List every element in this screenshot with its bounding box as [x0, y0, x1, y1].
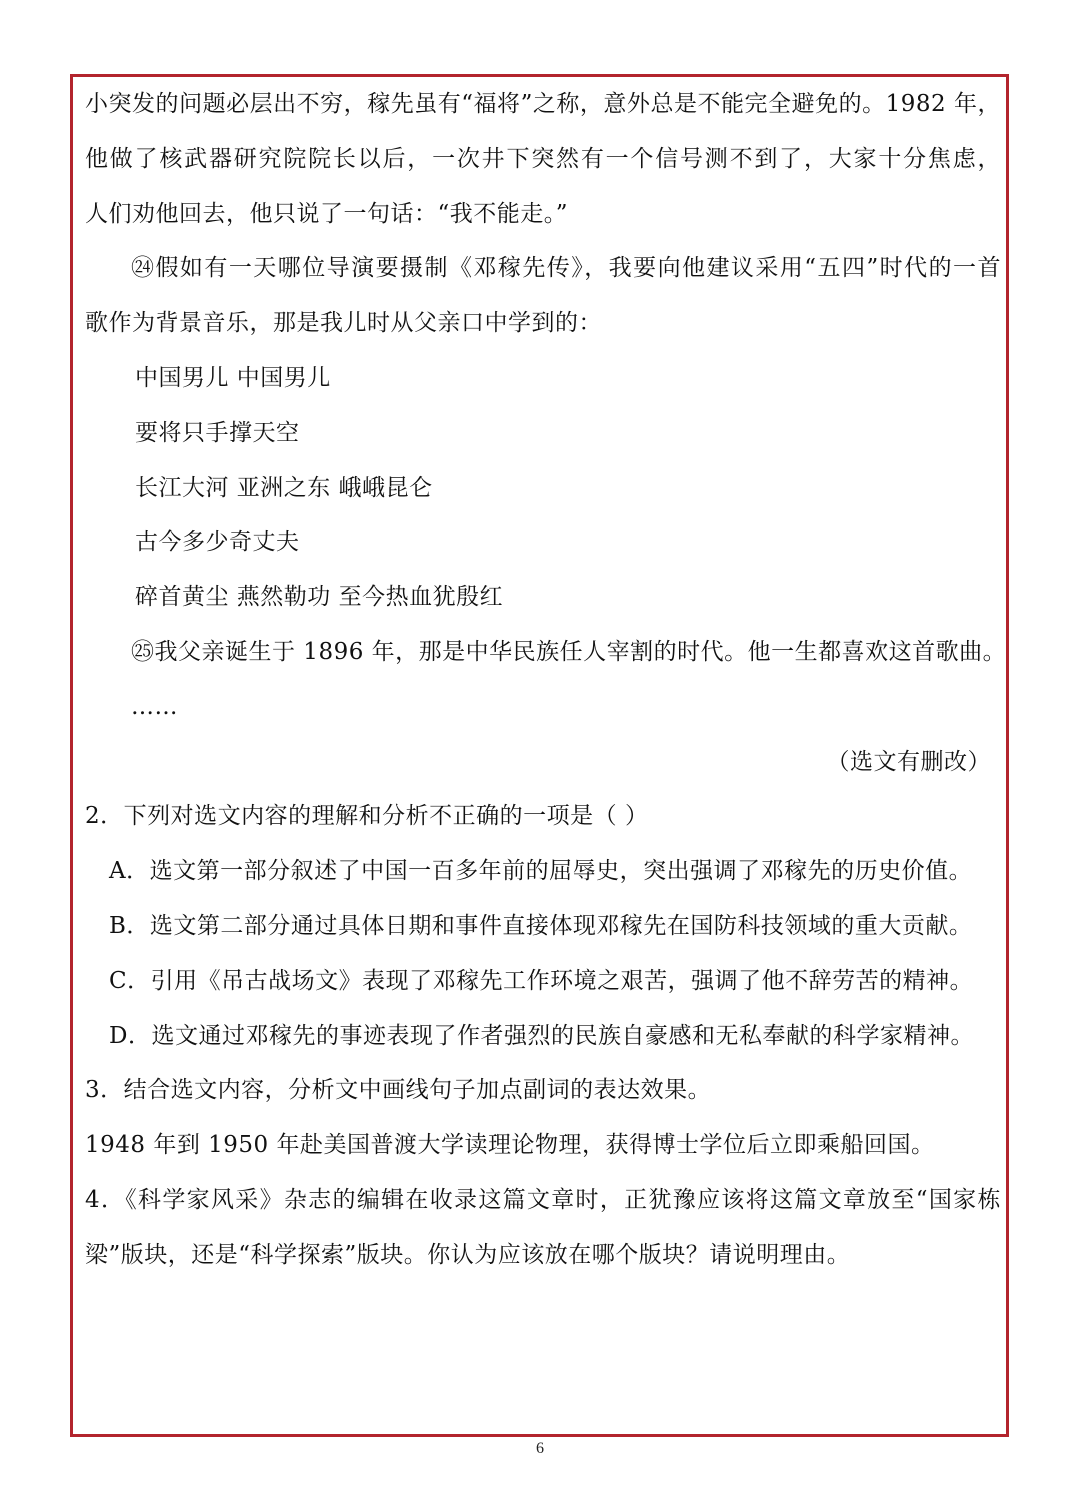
- page-content: [85, 77, 1007, 1283]
- page-number: 6: [536, 1440, 544, 1457]
- question-3-sentence: 1948 年到 1950 年赴美国普渡大学读理论物理，获得博士学位后立即乘船回国。: [85, 1132, 935, 1159]
- question-4-line: 梁”版块，还是“科学探索”版块。你认为应该放在哪个版块？请说明理由。: [85, 1241, 851, 1268]
- poem-line: 碎首黄尘 燕然勒功 至今热血犹殷红: [135, 584, 504, 611]
- poem-line: 古今多少奇丈夫: [135, 529, 300, 556]
- question-2-option-c: C．引用《吊古战场文》表现了邓稼先工作环境之艰苦，强调了他不辞劳苦的精神。: [109, 967, 974, 994]
- poem-line: 要将只手撑天空: [135, 419, 300, 446]
- poem-line: 长江大河 亚洲之东 峨峨昆仑: [135, 474, 433, 501]
- question-2-option-a: A．选文第一部分叙述了中国一百多年前的屈辱史，突出强调了邓稼先的历史价值。: [109, 858, 973, 885]
- page-border: [70, 74, 1009, 1437]
- paragraph-24-line: ㉔假如有一天哪位导演要摄制《邓稼先传》，我要向他建议采用“五四”时代的一首: [131, 255, 1001, 282]
- question-2-option-d: D．选文通过邓稼先的事迹表现了作者强烈的民族自豪感和无私奉献的科学家精神。: [109, 1022, 974, 1049]
- question-4-line: 4．《科学家风采》杂志的编辑在收录这篇文章时，正犹豫应该将这篇文章放至“国家栋: [85, 1186, 1001, 1213]
- passage-line: 人们劝他回去，他只说了一句话：“我不能走。”: [85, 200, 569, 227]
- question-2-stem: 2．下列对选文内容的理解和分析不正确的一项是（ ）: [85, 803, 649, 830]
- poem-line: 中国男儿 中国男儿: [135, 364, 331, 391]
- ellipsis: ……: [131, 693, 178, 720]
- question-2-option-b: B．选文第二部分通过具体日期和事件直接体现邓稼先在国防科技领域的重大贡献。: [109, 912, 973, 939]
- paragraph-25: ㉕我父亲诞生于 1896 年，那是中华民族任人宰割的时代。他一生都喜欢这首歌曲。: [131, 638, 1007, 665]
- passage-line: 他做了核武器研究院院长以后，一次井下突然有一个信号测不到了，大家十分焦虑，: [85, 145, 1001, 172]
- source-note: （选文有删改）: [826, 748, 991, 775]
- paragraph-24-line: 歌作为背景音乐，那是我儿时从父亲口中学到的：: [85, 310, 602, 337]
- passage-line: 小突发的问题必层出不穷，稼先虽有“福将”之称，意外总是不能完全避免的。1982 年，: [85, 91, 1001, 117]
- question-3-stem: 3．结合选文内容，分析文中画线句子加点副词的表达效果。: [85, 1077, 712, 1104]
